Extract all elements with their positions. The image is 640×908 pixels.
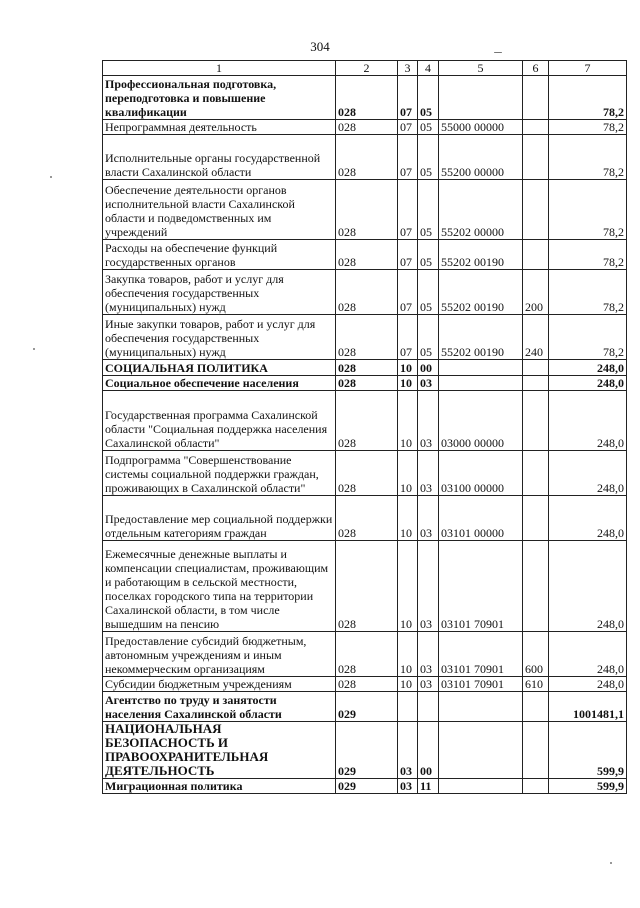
table-row	[103, 76, 627, 120]
section-code-cell: 07	[398, 76, 418, 120]
expense-type-cell	[523, 240, 549, 270]
section-code-cell: 07	[398, 240, 418, 270]
expense-type-cell	[523, 722, 549, 779]
amount-cell: 78,2	[549, 315, 627, 360]
section-code-cell: 10	[398, 632, 418, 677]
section-code-cell: 07	[398, 180, 418, 240]
column-header: 7	[549, 61, 627, 76]
section-code-cell: 07	[398, 120, 418, 135]
column-header: 6	[523, 61, 549, 76]
section-code-cell: 10	[398, 451, 418, 496]
amount-cell: 248,0	[549, 376, 627, 391]
ministry-code-cell: 028	[336, 270, 398, 315]
page-number: 304	[310, 39, 330, 54]
target-article-cell	[439, 360, 523, 376]
table-row	[103, 315, 627, 360]
subsection-code-cell: 05	[418, 135, 439, 180]
section-code-cell: 10	[398, 376, 418, 391]
row-name-cell: Иные закупки товаров, работ и услуг для обеспечения государственных (муниципальных) нужд	[103, 315, 336, 360]
ministry-code-cell: 028	[336, 451, 398, 496]
row-name-cell: Государственная программа Сахалинской области "Социальная поддержка населения Сахалинской области"	[103, 391, 336, 451]
table-row	[103, 722, 627, 779]
target-article-cell: 55200 00000	[439, 135, 523, 180]
ministry-code-cell: 028	[336, 315, 398, 360]
target-article-cell	[439, 722, 523, 779]
section-code-cell	[398, 692, 418, 722]
subsection-code-cell: 03	[418, 632, 439, 677]
target-article-cell: 55202 00190	[439, 315, 523, 360]
subsection-code-cell: 03	[418, 677, 439, 692]
table-row	[103, 779, 627, 794]
target-article-cell: 55202 00000	[439, 180, 523, 240]
table-body	[103, 76, 627, 794]
ministry-code-cell: 028	[336, 632, 398, 677]
amount-cell: 78,2	[549, 135, 627, 180]
target-article-cell: 55202 00190	[439, 240, 523, 270]
budget-table	[102, 60, 627, 794]
row-name-cell: Ежемесячные денежные выплаты и компенсации специалистам, проживающим и работающим в сельской местности, поселках городского типа на территории Сахалинской области, в том числе вышедшим на пенсию	[103, 541, 336, 632]
expense-type-cell	[523, 496, 549, 541]
ministry-code-cell: 028	[336, 360, 398, 376]
amount-cell: 78,2	[549, 270, 627, 315]
subsection-code-cell: 05	[418, 180, 439, 240]
table-row	[103, 391, 627, 451]
ministry-code-cell: 028	[336, 677, 398, 692]
ministry-code-cell: 028	[336, 376, 398, 391]
subsection-code-cell: 05	[418, 270, 439, 315]
target-article-cell: 03101 70901	[439, 632, 523, 677]
ministry-code-cell: 029	[336, 722, 398, 779]
amount-cell: 248,0	[549, 496, 627, 541]
ministry-code-cell: 028	[336, 240, 398, 270]
row-name-cell: Социальное обеспечение населения	[103, 376, 336, 391]
scan-speck	[33, 348, 35, 350]
row-name-cell: Профессиональная подготовка, переподготовка и повышение квалификации	[103, 76, 336, 120]
expense-type-cell: 600	[523, 632, 549, 677]
amount-cell: 248,0	[549, 677, 627, 692]
row-name-cell: Миграционная политика	[103, 779, 336, 794]
target-article-cell: 55000 00000	[439, 120, 523, 135]
row-name-cell: Предоставление мер социальной поддержки отдельным категориям граждан	[103, 496, 336, 541]
target-article-cell	[439, 779, 523, 794]
amount-cell: 248,0	[549, 541, 627, 632]
section-code-cell: 10	[398, 677, 418, 692]
table-row	[103, 135, 627, 180]
target-article-cell: 55202 00190	[439, 270, 523, 315]
scan-speck	[610, 862, 612, 864]
row-name-cell: Агентство по труду и занятости населения Сахалинской области	[103, 692, 336, 722]
target-article-cell	[439, 76, 523, 120]
table-row	[103, 376, 627, 391]
row-name-cell: Обеспечение деятельности органов исполнительной власти Сахалинской области и подведомственных им учреждений	[103, 180, 336, 240]
subsection-code-cell: 05	[418, 120, 439, 135]
amount-cell: 78,2	[549, 240, 627, 270]
ministry-code-cell: 029	[336, 692, 398, 722]
row-name-cell: Подпрограмма "Совершенствование системы социальной поддержки граждан, проживающих в Сахалинской области"	[103, 451, 336, 496]
expense-type-cell	[523, 360, 549, 376]
section-code-cell: 10	[398, 496, 418, 541]
column-header: 4	[418, 61, 439, 76]
table-row	[103, 677, 627, 692]
section-code-cell: 10	[398, 391, 418, 451]
subsection-code-cell: 05	[418, 240, 439, 270]
row-name-cell: СОЦИАЛЬНАЯ ПОЛИТИКА	[103, 360, 336, 376]
expense-type-cell: 610	[523, 677, 549, 692]
section-code-cell: 07	[398, 135, 418, 180]
amount-cell: 248,0	[549, 451, 627, 496]
ministry-code-cell: 028	[336, 120, 398, 135]
target-article-cell	[439, 692, 523, 722]
subsection-code-cell: 03	[418, 541, 439, 632]
column-header: 3	[398, 61, 418, 76]
subsection-code-cell: 03	[418, 376, 439, 391]
ministry-code-cell: 028	[336, 76, 398, 120]
subsection-code-cell	[418, 692, 439, 722]
section-code-cell: 07	[398, 270, 418, 315]
subsection-code-cell: 11	[418, 779, 439, 794]
scan-speck	[50, 176, 52, 178]
target-article-cell: 03100 00000	[439, 451, 523, 496]
ministry-code-cell: 029	[336, 779, 398, 794]
amount-cell: 78,2	[549, 120, 627, 135]
target-article-cell	[439, 376, 523, 391]
subsection-code-cell: 03	[418, 451, 439, 496]
ministry-code-cell: 028	[336, 391, 398, 451]
column-header: 5	[439, 61, 523, 76]
subsection-code-cell: 00	[418, 360, 439, 376]
column-number-row	[103, 61, 627, 76]
subsection-code-cell: 05	[418, 76, 439, 120]
target-article-cell: 03101 00000	[439, 496, 523, 541]
table-row	[103, 541, 627, 632]
amount-cell: 78,2	[549, 76, 627, 120]
expense-type-cell	[523, 376, 549, 391]
scan-speck	[494, 52, 502, 53]
amount-cell: 1001481,1	[549, 692, 627, 722]
amount-cell: 599,9	[549, 779, 627, 794]
target-article-cell: 03101 70901	[439, 677, 523, 692]
row-name-cell: Предоставление субсидий бюджетным, автономным учреждениям и иным некоммерческим организациям	[103, 632, 336, 677]
table-row	[103, 692, 627, 722]
table-row	[103, 496, 627, 541]
expense-type-cell	[523, 135, 549, 180]
section-code-cell: 07	[398, 315, 418, 360]
expense-type-cell	[523, 451, 549, 496]
expense-type-cell	[523, 692, 549, 722]
row-name-cell: Расходы на обеспечение функций государственных органов	[103, 240, 336, 270]
expense-type-cell	[523, 391, 549, 451]
amount-cell: 599,9	[549, 722, 627, 779]
row-name-cell: Исполнительные органы государственной власти Сахалинской области	[103, 135, 336, 180]
table-row	[103, 632, 627, 677]
target-article-cell: 03101 70901	[439, 541, 523, 632]
subsection-code-cell: 03	[418, 496, 439, 541]
amount-cell: 248,0	[549, 391, 627, 451]
subsection-code-cell: 03	[418, 391, 439, 451]
table-row	[103, 240, 627, 270]
expense-type-cell	[523, 180, 549, 240]
section-code-cell: 10	[398, 541, 418, 632]
row-name-cell: НАЦИОНАЛЬНАЯ БЕЗОПАСНОСТЬ И ПРАВООХРАНИТЕЛЬНАЯ ДЕЯТЕЛЬНОСТЬ	[103, 722, 336, 779]
expense-type-cell	[523, 779, 549, 794]
ministry-code-cell: 028	[336, 180, 398, 240]
amount-cell: 78,2	[549, 180, 627, 240]
subsection-code-cell: 00	[418, 722, 439, 779]
expense-type-cell	[523, 541, 549, 632]
table-row	[103, 180, 627, 240]
row-name-cell: Непрограммная деятельность	[103, 120, 336, 135]
subsection-code-cell: 05	[418, 315, 439, 360]
column-header: 2	[336, 61, 398, 76]
amount-cell: 248,0	[549, 632, 627, 677]
expense-type-cell	[523, 76, 549, 120]
table-row	[103, 120, 627, 135]
ministry-code-cell: 028	[336, 135, 398, 180]
expense-type-cell: 240	[523, 315, 549, 360]
row-name-cell: Закупка товаров, работ и услуг для обеспечения государственных (муниципальных) нужд	[103, 270, 336, 315]
target-article-cell: 03000 00000	[439, 391, 523, 451]
row-name-cell: Субсидии бюджетным учреждениям	[103, 677, 336, 692]
ministry-code-cell: 028	[336, 496, 398, 541]
expense-type-cell: 200	[523, 270, 549, 315]
table-row	[103, 270, 627, 315]
table-row	[103, 451, 627, 496]
column-header: 1	[103, 61, 336, 76]
ministry-code-cell: 028	[336, 541, 398, 632]
expense-type-cell	[523, 120, 549, 135]
section-code-cell: 10	[398, 360, 418, 376]
section-code-cell: 03	[398, 722, 418, 779]
section-code-cell: 03	[398, 779, 418, 794]
table-row	[103, 360, 627, 376]
amount-cell: 248,0	[549, 360, 627, 376]
